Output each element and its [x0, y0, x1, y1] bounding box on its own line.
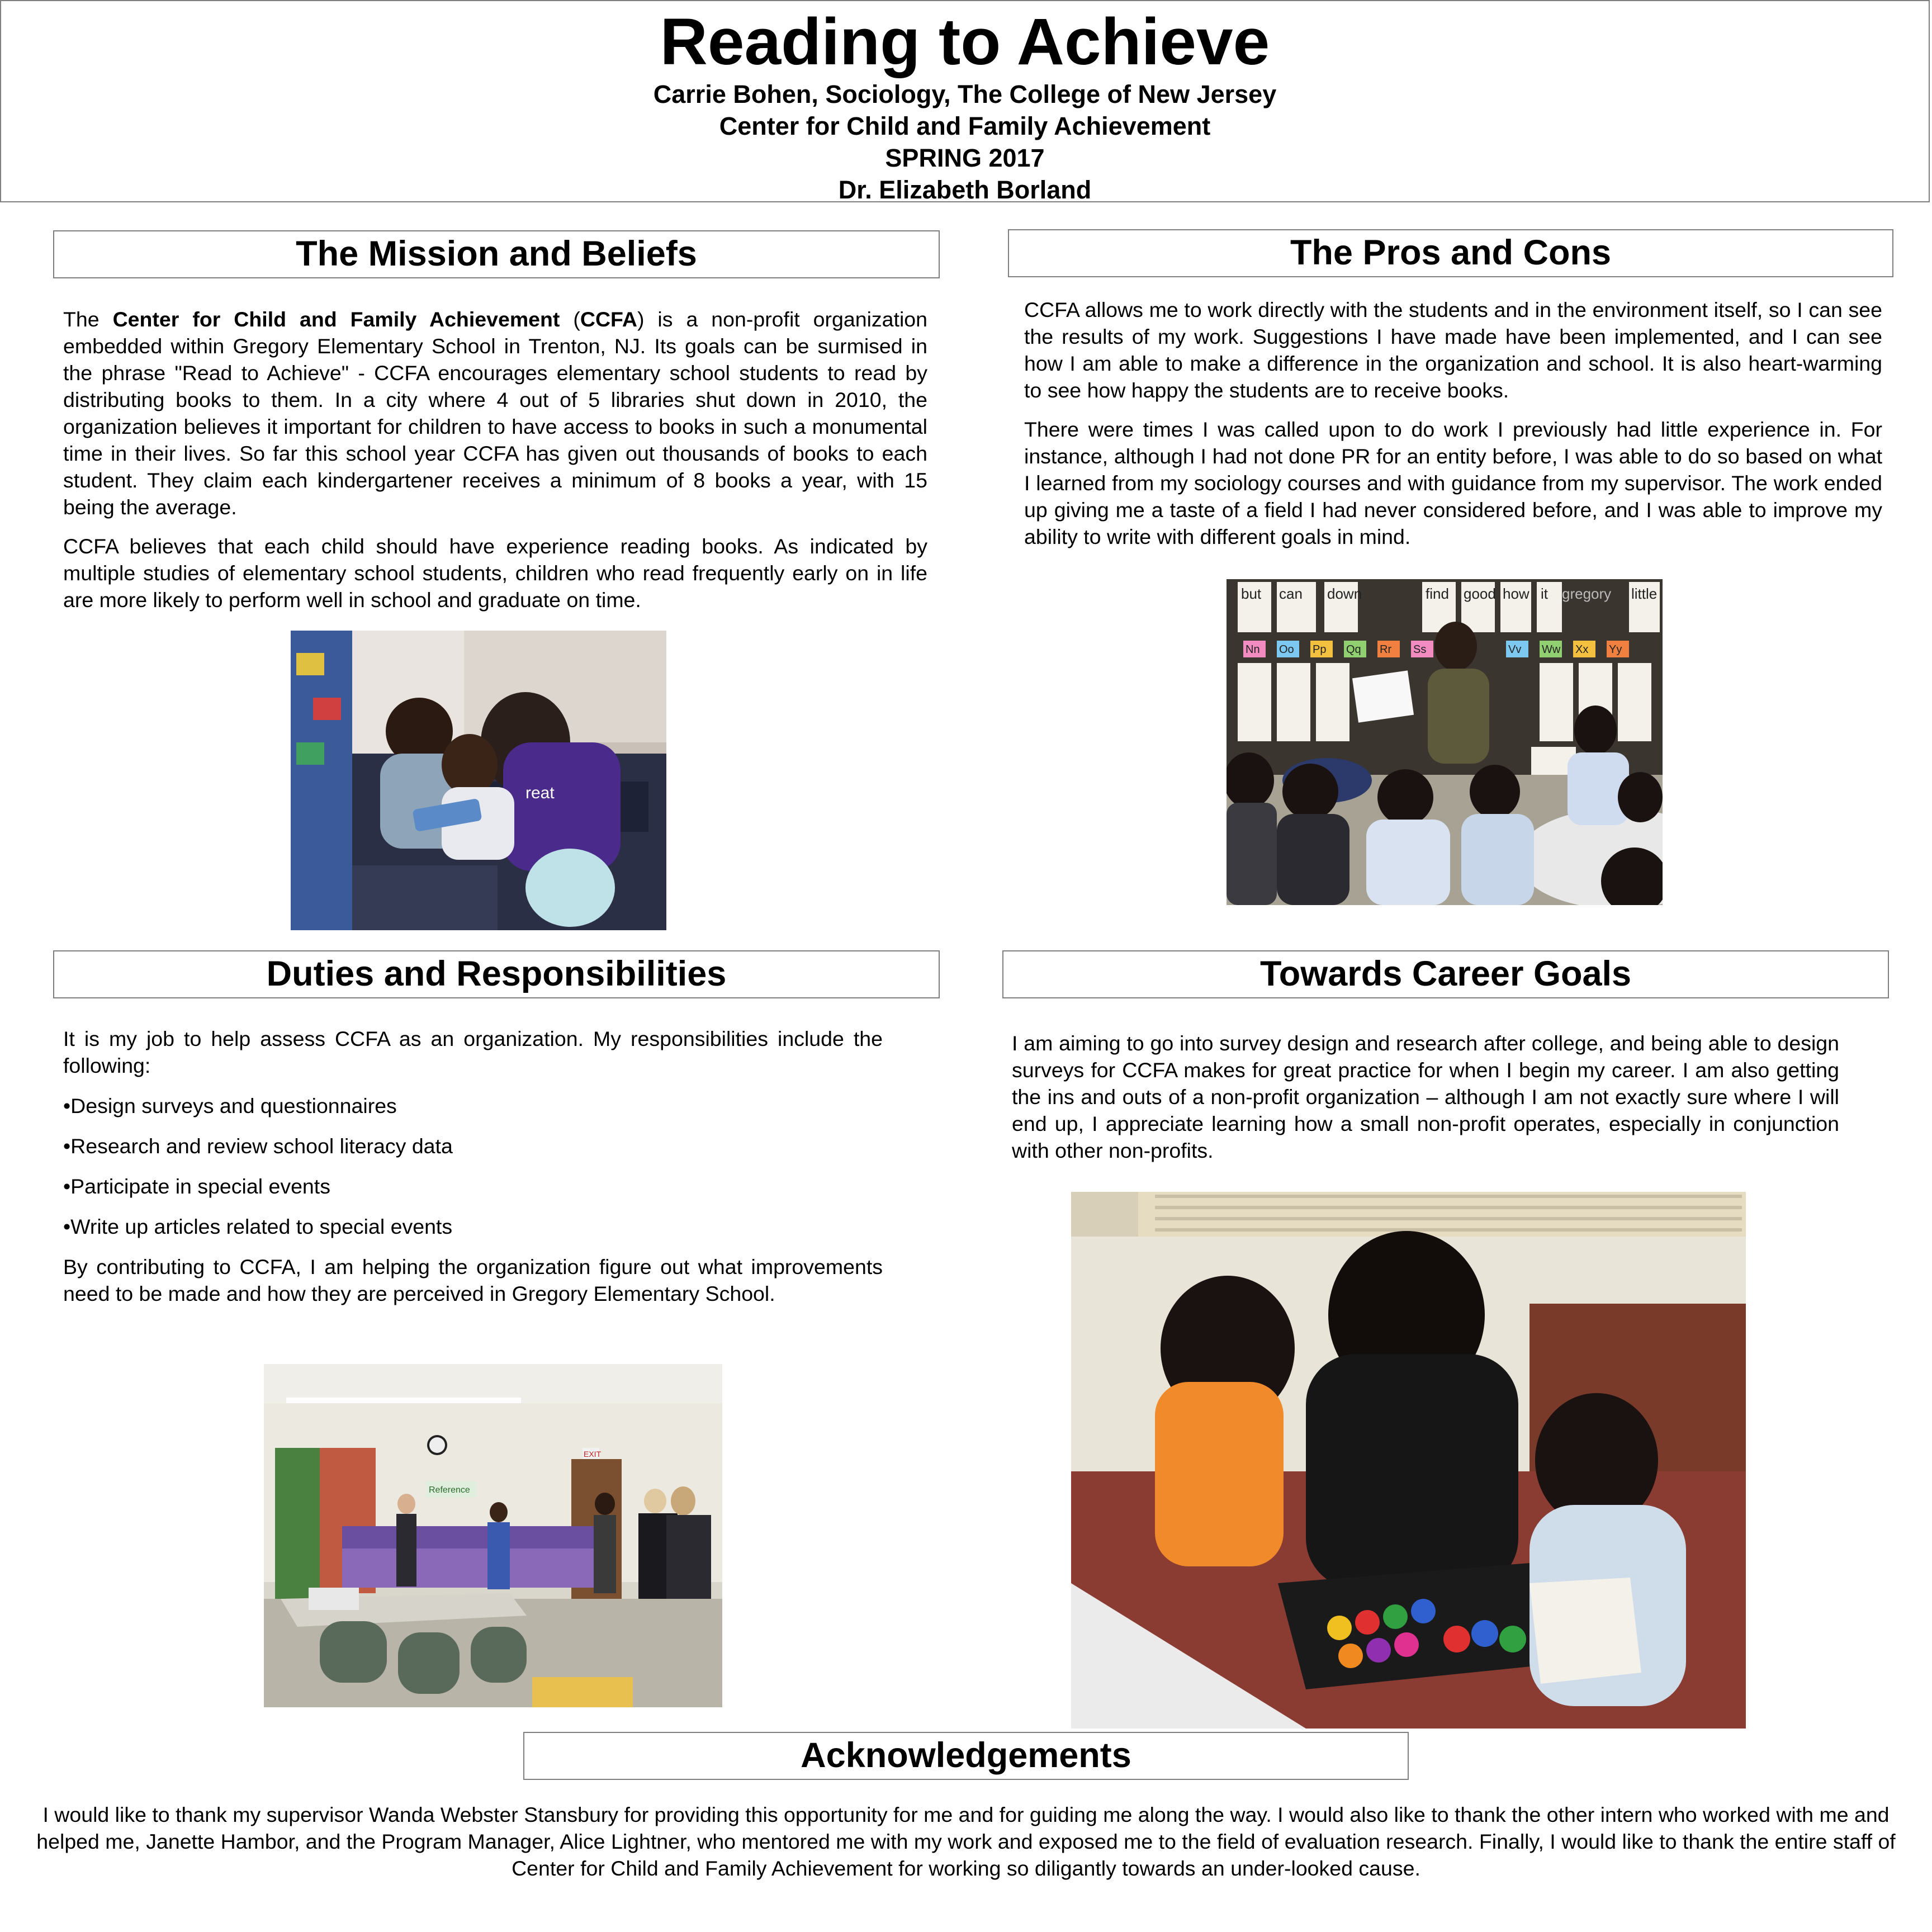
word-card-1: but [1241, 585, 1262, 602]
photo-classroom-read-aloud [1227, 579, 1663, 905]
word-card-gregory: gregory [1562, 585, 1612, 602]
mission-p1-mid: ( [560, 307, 580, 331]
mission-section-title: The Mission and Beliefs [53, 230, 940, 278]
mission-org-abbr: CCFA [580, 307, 637, 331]
duty-item-4: •Write up articles related to special events [63, 1215, 453, 1238]
badge-q: Qq [1346, 643, 1361, 656]
term-line: SPRING 2017 [885, 144, 1045, 172]
pros-cons-paragraph-1: CCFA allows me to work directly with the students and in the environment itself, so I can see the results of my work. Suggestions I have made have been implemented, and I can see how I am able to make a difference in the organization and school. It is also heart-warming to see how happy the students are to receive books. [1024, 298, 1882, 402]
badge-s: Ss [1413, 643, 1427, 656]
word-card-6: how [1503, 585, 1530, 602]
badge-r: Rr [1380, 643, 1392, 656]
pros-cons-section-title: The Pros and Cons [1008, 229, 1893, 277]
acknowledgements-body: I would like to thank my supervisor Wanda Webster Stansbury for providing this opportunity for me and for guiding me along the way. I would also like to thank the other intern who worked with me and helped me, Janette Hambor, and the Program Manager, Alice Lightner, who mentored me with my work and exposed me to the field of evaluation research. Finally, I would like to thank the entire staff of Center for Child and Family Achievement for working so diligantly towards an under-looked cause. [36, 1803, 1896, 1880]
duties-section-title: Duties and Responsibilities [53, 950, 940, 998]
badge-y: Yy [1609, 643, 1622, 656]
author-line: Carrie Bohen, Sociology, The College of New Jersey [653, 80, 1277, 108]
career-paragraph-1: I am aiming to go into survey design and research after college, and being able to design surveys for CCFA makes for great practice for when I begin my career. I am also getting the ins and outs of a non-profit organization – although I am not exactly sure where I will end up, I appreciate learning how a small non-profit operates, especially in conjunction with other non-profits. [1012, 1031, 1839, 1162]
badge-n: Nn [1246, 643, 1260, 656]
career-body [1012, 1030, 1839, 1176]
badge-v: Vv [1508, 643, 1522, 656]
pros-cons-body [1024, 296, 1882, 562]
word-card-8: little [1631, 585, 1658, 602]
career-section-title: Towards Career Goals [1002, 950, 1889, 998]
acknowledgements-section-title: Acknowledgements [523, 1732, 1409, 1780]
duty-item-1: •Design surveys and questionnaires [63, 1094, 397, 1117]
mission-p1-pre: The [63, 307, 113, 331]
advisor-line: Dr. Elizabeth Borland [838, 176, 1092, 204]
mission-paragraph-2: CCFA believes that each child should have experience reading books. As indicated by multiple studies of elementary school students, children who read frequently early on in life are more likely to perform well in school and graduate on time. [63, 534, 927, 612]
mission-paragraph-1 [63, 306, 927, 520]
word-card-7: it [1541, 585, 1548, 602]
organization-line: Center for Child and Family Achievement [719, 112, 1211, 140]
mission-org-name: Center for Child and Family Achievement [112, 307, 560, 331]
badge-w: Ww [1542, 643, 1561, 656]
poster-header [0, 0, 1930, 202]
badge-p: Pp [1313, 643, 1327, 656]
word-card-3: down [1327, 585, 1362, 602]
sign-reference: Reference [429, 1485, 470, 1495]
duties-body [63, 1025, 883, 1319]
pros-cons-paragraph-2: There were times I was called upon to do work I previously had little experience in. For instance, although I had not done PR for an entity before, I was able to do so based on what I learned from my sociology courses and with guidance from my supervisor. The work ended up giving me a taste of a field I had never considered before, and I was able to improve my ability to write with different goals in mind. [1024, 418, 1882, 548]
mission-p1-post: ) is a non-profit organization embedded within Gregory Elementary School in Trenton, NJ. Its goals can be surmised in the phrase "Read to Achieve" - CCFA encourages elementary school students to read by distributing books to them. In a city where 4 out of 5 libraries shut down in 2010, the organization believes it important for children to have access to books in such a monumental time in their lives. So far this school year CCFA has given out thousands of books to each student. They claim each kindergartener receives a minimum of 8 books a year, with 15 being the average. [63, 307, 927, 519]
sign-exit: EXIT [584, 1450, 602, 1459]
photo-girls-reading [1071, 1192, 1746, 1729]
duties-intro: It is my job to help assess CCFA as an organization. My responsibilities include the following: [63, 1027, 883, 1077]
word-card-2: can [1279, 585, 1303, 602]
badge-x: Xx [1575, 643, 1589, 656]
duty-item-3: •Participate in special events [63, 1175, 330, 1198]
duties-closing: By contributing to CCFA, I am helping the organization figure out what improvements need to be made and how they are perceived in Gregory Elementary School. [63, 1255, 883, 1305]
sweatshirt-text: reat [525, 784, 555, 802]
mission-body [63, 306, 927, 626]
photo-library-event [264, 1364, 722, 1707]
photo-reading-on-couch [291, 631, 666, 930]
word-card-5: good [1464, 585, 1496, 602]
word-card-4: find [1426, 585, 1449, 602]
badge-o: Oo [1279, 643, 1294, 656]
duty-item-2: •Research and review school literacy data [63, 1134, 453, 1158]
poster-title: Reading to Achieve [660, 5, 1270, 79]
